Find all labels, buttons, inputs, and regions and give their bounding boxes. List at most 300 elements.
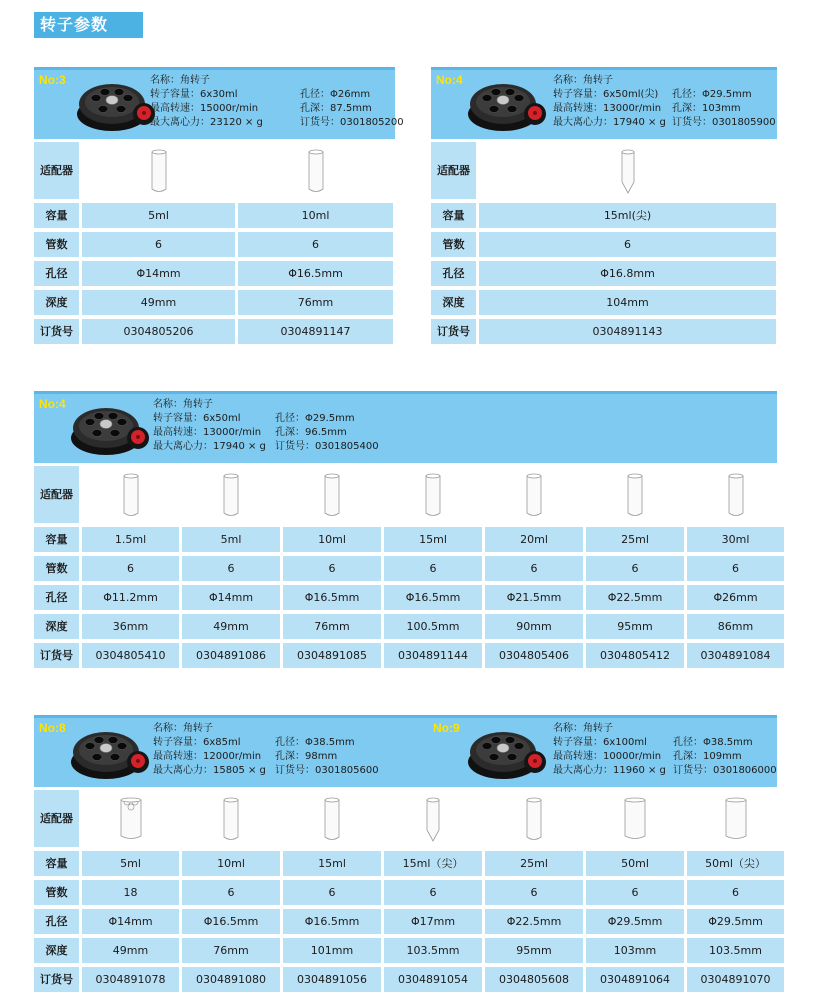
spec-depth: 孔深：96.5mm	[275, 427, 347, 438]
cell-depth: 101mm	[283, 938, 381, 963]
cell-bore: Φ16.5mm	[182, 909, 280, 934]
adapter-cell	[586, 790, 684, 847]
tube-outline	[124, 476, 138, 516]
adapter-cell	[687, 790, 784, 847]
rotor-hole	[98, 106, 108, 113]
adapter-cell	[687, 466, 784, 523]
cell-count: 6	[687, 880, 784, 905]
row-label: 深度	[34, 614, 79, 639]
cell-count: 6	[384, 880, 482, 905]
row-adapter	[34, 790, 777, 847]
cell-depth: 76mm	[238, 290, 393, 315]
round-tube-icon	[211, 794, 251, 844]
panel-header	[34, 391, 777, 463]
row-label: 容量	[34, 527, 79, 552]
panel-header	[34, 67, 404, 139]
rotor-hole	[489, 106, 499, 113]
cell-order: 0304891054	[384, 967, 482, 992]
spec-speed: 最高转速：10000r/min	[553, 751, 662, 762]
rotor-hole	[507, 106, 517, 113]
tube-rim	[427, 798, 439, 802]
spec-order: 订货号：0301805200	[300, 117, 404, 128]
spec-name: 名称：角转子	[553, 75, 613, 86]
spec-speed: 最高转速：12000r/min	[153, 751, 262, 762]
tube-rim	[628, 474, 642, 478]
tube-outline	[325, 476, 339, 516]
rotor-hole	[482, 743, 492, 750]
rotor-hole	[94, 413, 104, 420]
tube-outline	[309, 152, 323, 192]
cell-volume: 10ml	[238, 203, 393, 228]
rotor-hole	[91, 95, 101, 102]
rotor-number: No:8	[39, 721, 66, 735]
row-volume	[431, 203, 777, 228]
row-label: 容量	[34, 851, 79, 876]
spec-bore: 孔径：Φ38.5mm	[275, 737, 355, 748]
multi-tube-icon	[111, 794, 151, 844]
round-tube-icon	[716, 470, 756, 520]
tube-rim	[325, 798, 339, 802]
rotor-lid-knob	[136, 759, 140, 763]
rotor-hub	[497, 744, 509, 753]
row-count	[34, 232, 395, 257]
adapter-cell	[485, 466, 583, 523]
row-label: 容量	[34, 203, 79, 228]
tube-outline	[426, 476, 440, 516]
cell-volume: 15ml	[384, 527, 482, 552]
cell-bore: Φ14mm	[82, 909, 179, 934]
spec-left	[150, 74, 263, 130]
tube-outline	[121, 800, 141, 839]
spec-right	[300, 88, 404, 130]
row-order	[431, 319, 777, 344]
row-depth	[34, 614, 777, 639]
cell-order: 0304891064	[586, 967, 684, 992]
cell-order: 0304805608	[485, 967, 583, 992]
spec-name: 名称：角转子	[553, 723, 613, 734]
tube-rim	[729, 474, 743, 478]
rotor-hole	[117, 743, 127, 750]
cell-order: 0304891084	[687, 643, 784, 668]
rotor-hole	[491, 89, 501, 96]
cell-count: 6	[485, 556, 583, 581]
spec-bore: 孔径：Φ29.5mm	[672, 89, 752, 100]
spec-right	[275, 736, 379, 778]
adapter-cell	[384, 466, 482, 523]
cell-order: 0304805410	[82, 643, 179, 668]
row-bore	[34, 585, 777, 610]
cell-order: 0304891070	[687, 967, 784, 992]
row-volume	[34, 203, 395, 228]
rotor-lid-knob	[136, 435, 140, 439]
conical-tube-icon	[413, 794, 453, 844]
rotor-hole	[92, 430, 102, 437]
spec-capacity: 转子容量：6x50ml	[153, 413, 241, 424]
cell-count: 6	[485, 880, 583, 905]
tube-rim	[527, 474, 541, 478]
row-count	[34, 880, 777, 905]
row-bore	[34, 261, 395, 286]
cell-bore: Φ22.5mm	[586, 585, 684, 610]
spec-right	[673, 736, 777, 778]
tube-rim	[726, 798, 746, 802]
rotor-number: No:3	[39, 73, 66, 87]
cell-volume: 25ml	[586, 527, 684, 552]
rotor-panel	[431, 67, 777, 345]
tube-rim	[224, 798, 238, 802]
rotor-hole	[110, 430, 120, 437]
rotor-hole	[491, 737, 501, 744]
adapter-cell	[479, 142, 776, 199]
row-volume	[34, 527, 777, 552]
adapter-cell	[586, 466, 684, 523]
tube-outline	[325, 800, 339, 840]
cell-depth: 103mm	[586, 938, 684, 963]
cell-count: 6	[82, 232, 235, 257]
row-order	[34, 319, 395, 344]
spec-left	[553, 74, 666, 130]
cell-bore: Φ16.5mm	[283, 909, 381, 934]
row-volume	[34, 851, 777, 876]
rotor-hole	[108, 413, 118, 420]
rotor-lid-knob	[533, 759, 537, 763]
rotor-image	[465, 78, 549, 134]
row-label: 订货号	[34, 319, 79, 344]
tube-outline	[527, 800, 541, 840]
cell-volume: 25ml	[485, 851, 583, 876]
row-order	[34, 967, 777, 992]
cell-volume: 50ml	[586, 851, 684, 876]
round-tube-icon	[312, 470, 352, 520]
row-label: 订货号	[34, 967, 79, 992]
tube-outline	[527, 476, 541, 516]
spec-name: 名称：角转子	[153, 399, 213, 410]
spec-rcf: 最大离心力：11960 × g	[553, 765, 666, 776]
spec-speed: 最高转速：15000r/min	[150, 103, 259, 114]
rotor-hole	[94, 737, 104, 744]
rotor-hole	[85, 419, 95, 426]
round-tube-icon	[296, 146, 336, 196]
wide-tube-icon	[615, 794, 655, 844]
tube-rim	[152, 150, 166, 154]
cell-bore: Φ14mm	[182, 585, 280, 610]
row-bore	[34, 909, 777, 934]
cell-depth: 49mm	[82, 938, 179, 963]
rotor-hole	[514, 743, 524, 750]
cell-depth: 100.5mm	[384, 614, 482, 639]
rotor-panel	[34, 391, 777, 669]
spec-speed: 最高转速：13000r/min	[553, 103, 662, 114]
cell-bore: Φ21.5mm	[485, 585, 583, 610]
row-label: 适配器	[431, 142, 476, 199]
round-tube-icon	[413, 470, 453, 520]
row-label: 适配器	[34, 142, 79, 199]
cell-count: 6	[182, 556, 280, 581]
rotor-hole	[117, 419, 127, 426]
cell-depth: 49mm	[182, 614, 280, 639]
spec-depth: 孔深：109mm	[673, 751, 742, 762]
rotor-hub	[100, 420, 112, 429]
spec-right	[672, 88, 776, 130]
cell-order: 0304805206	[82, 319, 235, 344]
row-label: 管数	[34, 880, 79, 905]
tube-outline	[224, 800, 238, 840]
spec-bore: 孔径：Φ29.5mm	[275, 413, 355, 424]
rotor-hole	[85, 743, 95, 750]
row-adapter	[34, 142, 395, 199]
cell-bore: Φ11.2mm	[82, 585, 179, 610]
cell-depth: 95mm	[586, 614, 684, 639]
rotor-hole	[116, 106, 126, 113]
cell-order: 0304891080	[182, 967, 280, 992]
row-label: 管数	[34, 232, 79, 257]
adapter-cell	[182, 790, 280, 847]
cell-order: 0304891147	[238, 319, 393, 344]
spec-rcf: 最大离心力：17940 × g	[553, 117, 666, 128]
spec-depth: 孔深：98mm	[275, 751, 338, 762]
tube-outline	[726, 800, 746, 839]
rotor-panel	[34, 715, 777, 993]
tube-rim	[325, 474, 339, 478]
rotor-hole	[505, 737, 515, 744]
cell-bore: Φ16.5mm	[238, 261, 393, 286]
row-label: 孔径	[34, 909, 79, 934]
cell-volume: 15ml（尖）	[384, 851, 482, 876]
rotor-hub	[100, 744, 112, 753]
adapter-cell	[182, 466, 280, 523]
rotor-hole	[110, 754, 120, 761]
page-title: 转子参数	[34, 12, 143, 38]
spec-order: 订货号：0301805900	[672, 117, 776, 128]
cell-order: 0304805412	[586, 643, 684, 668]
cell-depth: 104mm	[479, 290, 776, 315]
rotor-hole	[92, 754, 102, 761]
cell-count: 6	[283, 556, 381, 581]
tube-outline	[628, 476, 642, 516]
row-label: 适配器	[34, 466, 79, 523]
cell-count: 6	[586, 880, 684, 905]
rotor-hole	[489, 754, 499, 761]
row-label: 深度	[34, 938, 79, 963]
row-bore	[431, 261, 777, 286]
tube-rim	[124, 474, 138, 478]
spec-capacity: 转子容量：6x85ml	[153, 737, 241, 748]
spec-depth: 孔深：103mm	[672, 103, 741, 114]
row-count	[34, 556, 777, 581]
spec-depth: 孔深：87.5mm	[300, 103, 372, 114]
cell-count: 6	[384, 556, 482, 581]
rotor-number: No:9	[433, 721, 460, 735]
tube-outline	[622, 152, 634, 193]
rotor-hole	[505, 89, 515, 96]
spec-order: 订货号：0301805400	[275, 441, 379, 452]
cell-depth: 86mm	[687, 614, 784, 639]
cell-count: 6	[586, 556, 684, 581]
rotor-panel	[34, 67, 404, 345]
row-label: 管数	[34, 556, 79, 581]
adapter-cell	[283, 790, 381, 847]
spec-right	[275, 412, 379, 454]
row-label: 适配器	[34, 790, 79, 847]
rotor-lid-knob	[142, 111, 146, 115]
rotor-image	[74, 78, 158, 134]
row-order	[34, 643, 777, 668]
spec-bore: 孔径：Φ38.5mm	[673, 737, 753, 748]
round-tube-icon	[211, 470, 251, 520]
adapter-cell	[82, 142, 235, 199]
panel-header	[431, 67, 777, 139]
cell-bore: Φ16.5mm	[384, 585, 482, 610]
cell-count: 6	[238, 232, 393, 257]
rotor-image	[465, 726, 549, 782]
rotor-hole	[123, 95, 133, 102]
adapter-cell	[485, 790, 583, 847]
adapter-cell	[82, 790, 179, 847]
rotor-hole	[108, 737, 118, 744]
cell-depth: 76mm	[182, 938, 280, 963]
round-tube-icon	[139, 146, 179, 196]
cell-depth: 49mm	[82, 290, 235, 315]
adapter-cell	[238, 142, 393, 199]
spec-name: 名称：角转子	[150, 75, 210, 86]
wide-tube-icon	[716, 794, 756, 844]
cell-depth: 90mm	[485, 614, 583, 639]
spec-capacity: 转子容量：6x50ml(尖)	[553, 89, 659, 100]
rotor-image	[68, 726, 152, 782]
round-tube-icon	[312, 794, 352, 844]
cell-order: 0304891078	[82, 967, 179, 992]
cell-volume: 50ml（尖）	[687, 851, 784, 876]
rotor-hole	[482, 95, 492, 102]
cell-order: 0304891085	[283, 643, 381, 668]
cell-bore: Φ16.5mm	[283, 585, 381, 610]
cell-volume: 30ml	[687, 527, 784, 552]
round-tube-icon	[111, 470, 151, 520]
rotor-lid-knob	[533, 111, 537, 115]
spec-capacity: 转子容量：6x100ml	[553, 737, 647, 748]
cell-count: 18	[82, 880, 179, 905]
row-depth	[431, 290, 777, 315]
spec-rcf: 最大离心力：23120 × g	[150, 117, 263, 128]
tube-rim	[121, 798, 141, 802]
row-label: 容量	[431, 203, 476, 228]
conical-tube-icon	[608, 146, 648, 196]
row-label: 孔径	[34, 261, 79, 286]
cell-bore: Φ14mm	[82, 261, 235, 286]
row-label: 订货号	[34, 643, 79, 668]
spec-name: 名称：角转子	[153, 723, 213, 734]
rotor-hole	[114, 89, 124, 96]
cell-volume: 10ml	[182, 851, 280, 876]
tube-rim	[426, 474, 440, 478]
cell-volume: 5ml	[182, 527, 280, 552]
cell-order: 0304891086	[182, 643, 280, 668]
tube-outline	[224, 476, 238, 516]
tube-outline	[427, 800, 439, 841]
cell-bore: Φ16.8mm	[479, 261, 776, 286]
cell-count: 6	[182, 880, 280, 905]
tube-rim	[309, 150, 323, 154]
cell-depth: 76mm	[283, 614, 381, 639]
row-depth	[34, 938, 777, 963]
cell-count: 6	[82, 556, 179, 581]
tube-outline	[152, 152, 166, 192]
cell-volume: 5ml	[82, 851, 179, 876]
tube-outline	[729, 476, 743, 516]
row-label: 深度	[34, 290, 79, 315]
row-label: 孔径	[431, 261, 476, 286]
row-label: 管数	[431, 232, 476, 257]
spec-rcf: 最大离心力：15805 × g	[153, 765, 266, 776]
cell-volume: 1.5ml	[82, 527, 179, 552]
cell-depth: 36mm	[82, 614, 179, 639]
rotor-number: No:4	[39, 397, 66, 411]
row-depth	[34, 290, 395, 315]
spec-capacity: 转子容量：6x30ml	[150, 89, 238, 100]
cell-volume: 10ml	[283, 527, 381, 552]
spec-order: 订货号：0301806000	[673, 765, 777, 776]
cell-order: 0304805406	[485, 643, 583, 668]
round-tube-icon	[615, 470, 655, 520]
cell-depth: 103.5mm	[384, 938, 482, 963]
rotor-hole	[514, 95, 524, 102]
rotor-hole	[507, 754, 517, 761]
row-label: 订货号	[431, 319, 476, 344]
row-adapter	[34, 466, 777, 523]
rotor-image	[68, 402, 152, 458]
cell-count: 6	[687, 556, 784, 581]
tube-rim	[625, 798, 645, 802]
tube-outline	[625, 800, 645, 839]
round-tube-icon	[514, 470, 554, 520]
cell-depth: 103.5mm	[687, 938, 784, 963]
cell-bore: Φ22.5mm	[485, 909, 583, 934]
round-tube-icon	[514, 794, 554, 844]
cell-order: 0304891144	[384, 643, 482, 668]
cell-volume: 15ml	[283, 851, 381, 876]
rotor-hub	[106, 96, 118, 105]
rotor-hole	[100, 89, 110, 96]
cell-count: 6	[479, 232, 776, 257]
spec-rcf: 最大离心力：17940 × g	[153, 441, 266, 452]
row-label: 孔径	[34, 585, 79, 610]
tube-rim	[224, 474, 238, 478]
cell-bore: Φ29.5mm	[586, 909, 684, 934]
cell-bore: Φ29.5mm	[687, 909, 784, 934]
adapter-cell	[82, 466, 179, 523]
row-count	[431, 232, 777, 257]
cell-bore: Φ17mm	[384, 909, 482, 934]
cell-count: 6	[283, 880, 381, 905]
row-adapter	[431, 142, 777, 199]
cell-volume: 20ml	[485, 527, 583, 552]
spec-speed: 最高转速：13000r/min	[153, 427, 262, 438]
rotor-number: No:4	[436, 73, 463, 87]
spec-order: 订货号：0301805600	[275, 765, 379, 776]
spec-left	[153, 398, 266, 454]
cell-depth: 95mm	[485, 938, 583, 963]
row-label: 深度	[431, 290, 476, 315]
cell-bore: Φ26mm	[687, 585, 784, 610]
tube-rim	[527, 798, 541, 802]
rotor-hub	[497, 96, 509, 105]
spec-left	[553, 722, 666, 778]
adapter-cell	[283, 466, 381, 523]
cell-order: 0304891056	[283, 967, 381, 992]
panel-header	[34, 715, 777, 787]
adapter-cell	[384, 790, 482, 847]
cell-order: 0304891143	[479, 319, 776, 344]
